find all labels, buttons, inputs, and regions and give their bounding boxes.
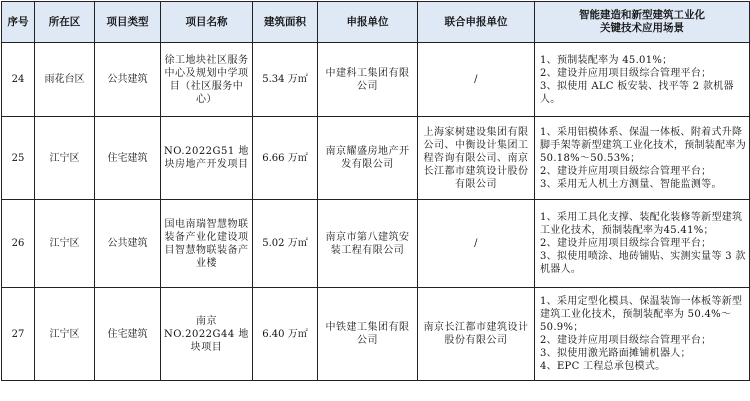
cell-type: 住宅建筑: [95, 288, 161, 381]
cell-name: NO.2022G51 地块房地产开发项目: [161, 117, 253, 200]
scene-item: 3、拟使用喷涂、地砖铺贴、实测实量等 3 款机器人。: [540, 251, 746, 275]
scene-item: 3、拟使用激光路面摊铺机器人；: [540, 348, 691, 359]
scene-item: 2、建设并应用项目级综合管理平台；: [540, 335, 712, 346]
header-unit: 申报单位: [318, 2, 418, 43]
scene-item: 1、采用铝模体系、保温一体板、附着式升降脚手架等新型建筑工业化技术，预制装配率为 50.18%～50.53%；: [540, 126, 746, 164]
header-area: 建筑面积: [253, 2, 318, 43]
scene-item: 1、预制装配率为 45.01%；: [540, 54, 673, 66]
cell-name: 徐工地块社区服务中心及规划中学项目（社区服务中心）: [161, 43, 253, 117]
cell-district: 雨花台区: [35, 43, 95, 117]
header-joint: 联合申报单位: [418, 2, 535, 43]
cell-scenes: [535, 43, 750, 117]
cell-type: 公共建筑: [95, 43, 161, 117]
cell-name: 南京 NO.2022G44 地块项目: [161, 288, 253, 381]
scene-item: 1、采用定型化模具、保温装饰一体板等新型建筑工业化技术，预制装配率为 50.4%～50.9%；: [540, 296, 743, 333]
header-seq: 序号: [2, 2, 35, 43]
header-type: 项目类型: [95, 2, 161, 43]
cell-joint: 上海家树建设集团有限公司、中衡设计集团工程咨询有限公司、南京长江都市建筑设计股份有限公司: [418, 117, 535, 200]
cell-seq: 25: [2, 117, 35, 200]
header-scenes: [535, 2, 750, 43]
header-scenes-line1: 智能建造和新型建筑工业化: [579, 9, 705, 21]
cell-area: 5.34 万㎡: [253, 43, 318, 117]
table-row: [2, 117, 750, 200]
cell-scenes: [535, 200, 750, 288]
cell-unit: 中建科工集团有限公司: [318, 43, 418, 117]
cell-joint: 南京长江都市建筑设计股份有限公司: [418, 288, 535, 381]
cell-unit: 南京耀盛房地产开发有限公司: [318, 117, 418, 200]
cell-district: 江宁区: [35, 117, 95, 200]
cell-area: 6.40 万㎡: [253, 288, 318, 381]
header-district: 所在区: [35, 2, 95, 43]
table-row: [2, 200, 750, 288]
cell-scenes: [535, 288, 750, 381]
table-header-row: [2, 2, 750, 43]
cell-name: 国电南瑞智慧物联装备产业化建设项目智慧物联装备产业楼: [161, 200, 253, 288]
scene-item: 3、拟使用 ALC 板安装、找平等 2 款机器人。: [540, 80, 734, 105]
cell-seq: 27: [2, 288, 35, 381]
cell-seq: 24: [2, 43, 35, 117]
cell-area: 5.02 万㎡: [253, 200, 318, 288]
cell-district: 江宁区: [35, 288, 95, 381]
cell-unit: 中铁建工集团有限公司: [318, 288, 418, 381]
cell-district: 江宁区: [35, 200, 95, 288]
project-table: [1, 1, 750, 381]
cell-joint: /: [418, 43, 535, 117]
table-row: [2, 43, 750, 117]
scene-item: 3、采用无人机土方测量、智能监测等。: [540, 178, 722, 190]
scene-item: 1、采用工具化支撑、装配化装修等新型建筑工业化技术，预制装配率为45.41%；: [540, 212, 743, 236]
scene-item: 4、EPC 工程总承包模式。: [540, 361, 666, 372]
cell-type: 住宅建筑: [95, 117, 161, 200]
cell-scenes: [535, 117, 750, 200]
cell-type: 公共建筑: [95, 200, 161, 288]
cell-joint: /: [418, 200, 535, 288]
cell-seq: 26: [2, 200, 35, 288]
cell-area: 6.66 万㎡: [253, 117, 318, 200]
scene-item: 2、建设并应用项目级综合管理平台；: [540, 238, 712, 249]
scene-item: 2、建设并应用项目级综合管理平台；: [540, 165, 712, 177]
header-name: 项目名称: [161, 2, 253, 43]
cell-unit: 南京市第八建筑安装工程有限公司: [318, 200, 418, 288]
scene-item: 2、建设并应用项目级综合管理平台；: [540, 67, 712, 79]
table-row: [2, 288, 750, 381]
header-scenes-line2: 关键技术应用场景: [600, 22, 684, 34]
